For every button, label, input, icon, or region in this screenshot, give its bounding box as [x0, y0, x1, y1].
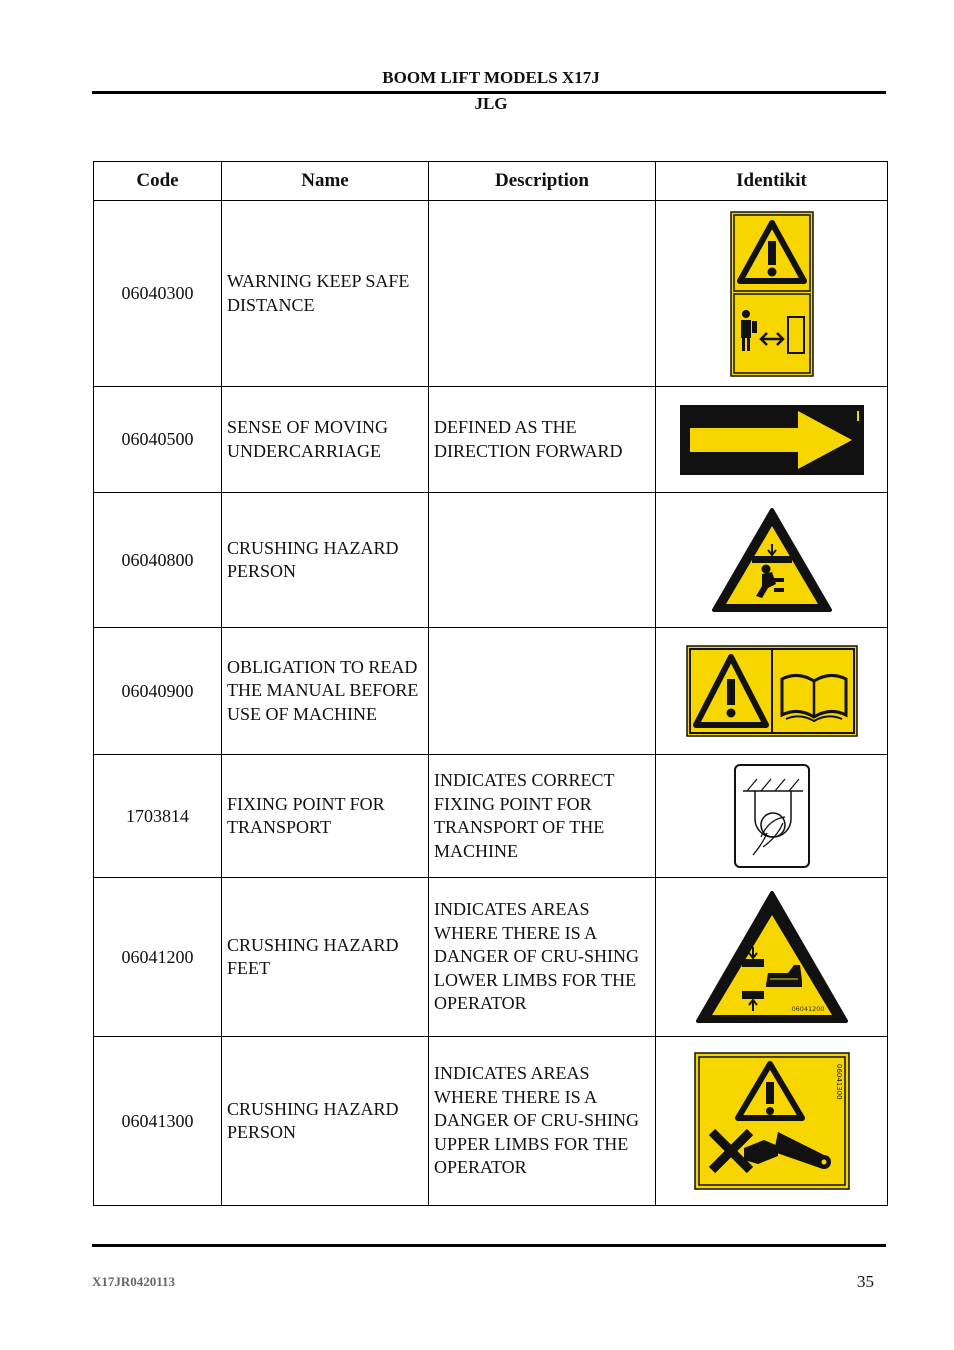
column-header-identikit: Identikit — [656, 162, 888, 201]
row-name: CRUSHING HAZARD PERSON — [222, 493, 429, 628]
row-identikit — [656, 201, 888, 387]
row-identikit — [656, 493, 888, 628]
row-name: OBLIGATION TO READ THE MANUAL BEFORE USE OF MACHINE — [222, 628, 429, 755]
row-identikit — [656, 387, 888, 493]
row-name: CRUSHING HAZARD PERSON — [222, 1037, 429, 1206]
column-header-name: Name — [222, 162, 429, 201]
table-header-row — [94, 162, 888, 201]
row-identikit — [656, 1037, 888, 1206]
crushing-hands-icon — [694, 1052, 850, 1190]
row-identikit — [656, 755, 888, 878]
row-description: DEFINED AS THE DIRECTION FORWARD — [429, 387, 656, 493]
column-header-code: Code — [94, 162, 222, 201]
row-code: 06040500 — [94, 387, 222, 493]
table-row — [94, 628, 888, 755]
sign-label-code: 06041300 — [834, 1064, 843, 1100]
labels-table — [93, 161, 888, 1206]
row-name: SENSE OF MOVING UNDERCARRIAGE — [222, 387, 429, 493]
row-description — [429, 628, 656, 755]
fixing-point-icon — [733, 763, 811, 869]
table-row — [94, 878, 888, 1037]
row-identikit — [656, 628, 888, 755]
column-header-description: Description — [429, 162, 656, 201]
row-identikit — [656, 878, 888, 1037]
read-manual-icon — [686, 645, 858, 737]
warning-keep-distance-icon — [730, 211, 814, 377]
row-description — [429, 201, 656, 387]
row-description: INDICATES CORRECT FIXING POINT FOR TRANSPORT OF THE MACHINE — [429, 755, 656, 878]
row-code: 1703814 — [94, 755, 222, 878]
row-code: 06040900 — [94, 628, 222, 755]
direction-arrow-icon — [680, 405, 864, 475]
row-name: WARNING KEEP SAFE DISTANCE — [222, 201, 429, 387]
row-description: INDICATES AREAS WHERE THERE IS A DANGER OF CRU-SHING LOWER LIMBS FOR THE OPERATOR — [429, 878, 656, 1037]
table-row — [94, 201, 888, 387]
table-row — [94, 387, 888, 493]
document-title: BOOM LIFT MODELS X17J — [382, 68, 600, 87]
row-code: 06041200 — [94, 878, 222, 1037]
table-row — [94, 755, 888, 878]
row-description — [429, 493, 656, 628]
row-name: CRUSHING HAZARD FEET — [222, 878, 429, 1037]
table-row — [94, 1037, 888, 1206]
page-number: 35 — [857, 1272, 874, 1291]
row-name: FIXING POINT FOR TRANSPORT — [222, 755, 429, 878]
document-code: X17JR0420113 — [92, 1274, 176, 1289]
row-code: 06040800 — [94, 493, 222, 628]
table-row — [94, 493, 888, 628]
footer-rule — [92, 1244, 886, 1247]
crushing-feet-icon — [694, 889, 850, 1025]
row-code: 06041300 — [94, 1037, 222, 1206]
document-subtitle: JLG — [474, 94, 508, 113]
row-description: INDICATES AREAS WHERE THERE IS A DANGER OF CRU-SHING UPPER LIMBS FOR THE OPERATOR — [429, 1037, 656, 1206]
crushing-person-icon — [710, 506, 834, 614]
sign-label-code: 06041200 — [790, 1005, 825, 1013]
row-code: 06040300 — [94, 201, 222, 387]
